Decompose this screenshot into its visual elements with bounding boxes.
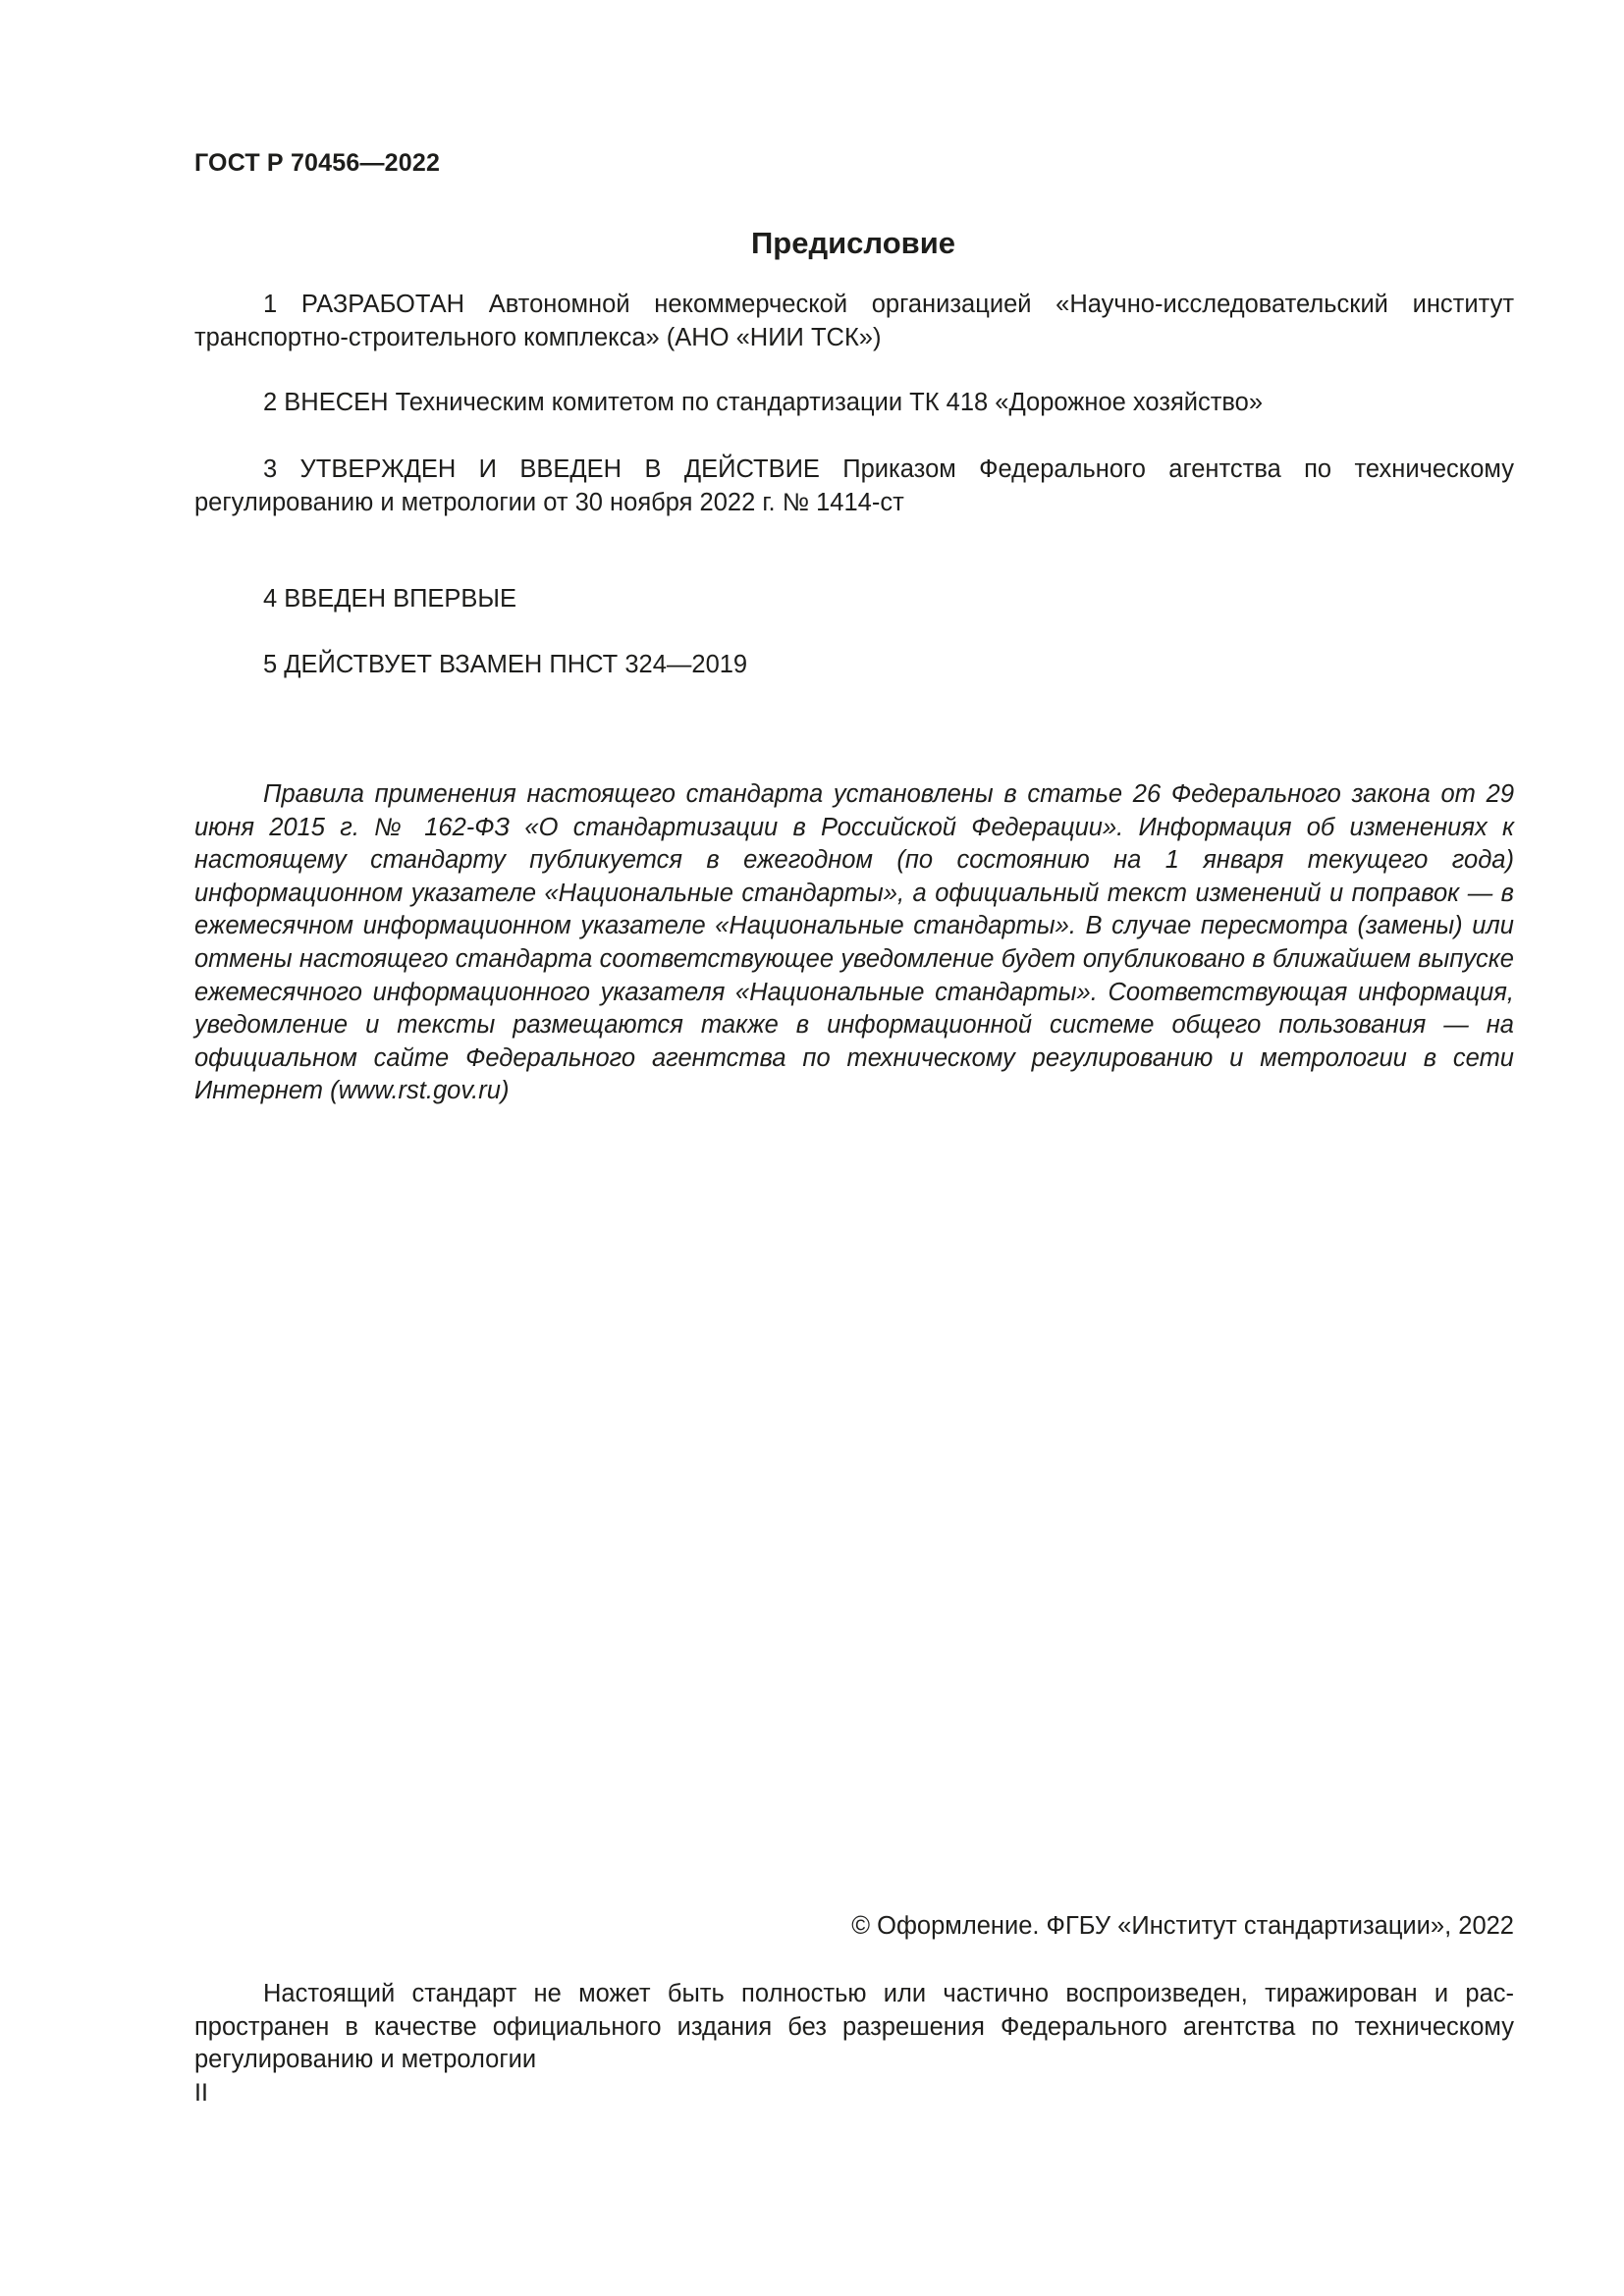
standard-code: ГОСТ Р 70456—2022 [194,149,441,177]
foreword-item-approved: 3 УТВЕРЖДЕН И ВВЕДЕН В ДЕЙСТВИЕ Приказом Федерального агентства по техническому регулированию и метрологии от 30 ноября 2022 г. № 1414-ст [194,455,1514,516]
reproduction-notice: Настоящий стандарт не может быть полностью или частично воспроизведен, тиражирован и распространен в качестве официального издания без разрешения Федерального агентства по техническому регулированию и метрологии [194,1980,1514,2074]
page-number: II [194,2079,208,2107]
foreword-item-developed: 1 РАЗРАБОТАН Автономной некоммерческой организацией «Научно-исследовательский институт транспортно-строительного комплекса» (АНО «НИИ ТСК») [194,291,1514,351]
foreword-item-first-introduced: 4 ВВЕДЕН ВПЕРВЫЕ [263,585,517,613]
foreword-item-replaces: 5 ДЕЙСТВУЕТ ВЗАМЕН ПНСТ 324—2019 [263,651,748,678]
section-title: Предисловие [750,226,955,260]
application-rules-notice: Правила применения настоящего стандарта установлены в статье 26 Федерального закона от 29 июня 2015 г. № 162-ФЗ «О стандартизации в Российской Федерации». Информация об изменениях к настоящему стандарту публикуется в ежегодном (по состоянию на 1 января текущего года) информационном указателе «Национальные стандарты», а официальный текст изменений и поправок — в ежемесячном информационном указателе «Национальные стандарты». В случае пересмотра (замены) или отмены настоящего стандарта соответствующее уведомление будет опубликовано в ближайшем выпуске ежемесячного информационного указателя «Национальные стандарты». Соответствующая информация, уведомление и тексты размещаются также в информационной системе общего пользования — на официальном сайте Федерального агентства по техническому регулированию и метрологии в сети Интернет (www.rst.gov.ru) [194,780,1514,1105]
copyright-line: © Оформление. ФГБУ «Институт стандартизации», 2022 [851,1912,1514,1940]
foreword-item-introduced: 2 ВНЕСЕН Техническим комитетом по стандартизации ТК 418 «Дорожное хозяйство» [263,389,1264,416]
